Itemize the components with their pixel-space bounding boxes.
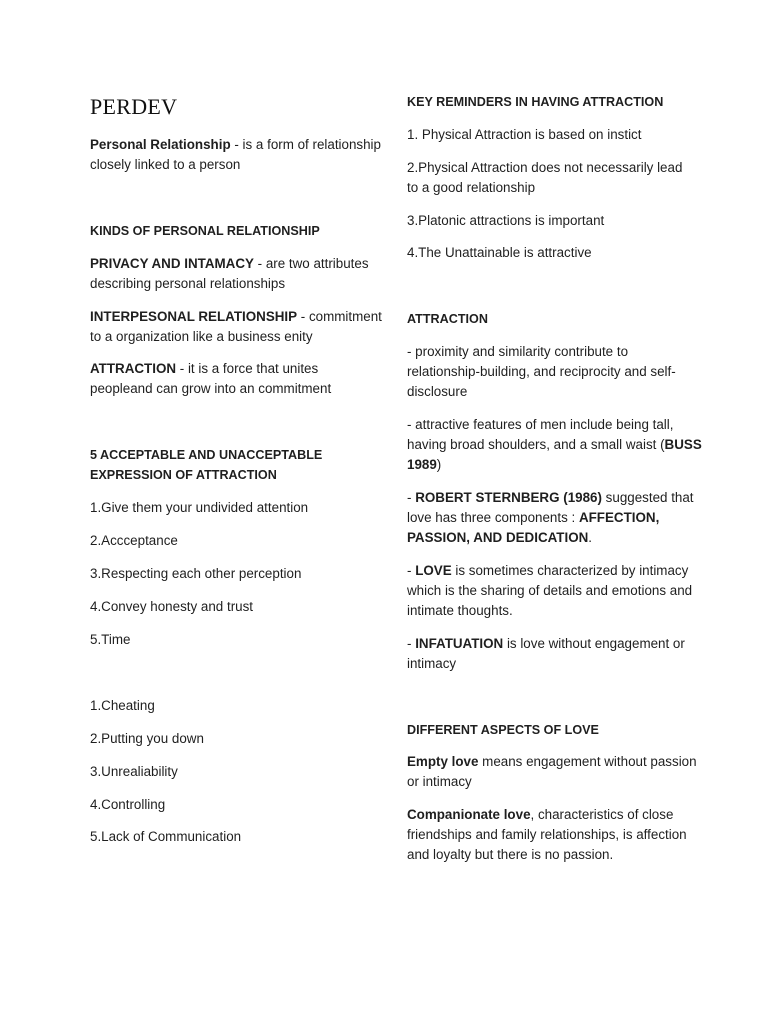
- reminder-item: 4.The Unattainable is attractive: [407, 245, 592, 260]
- features-text: having broad shoulders, and a small waist (: [407, 437, 665, 452]
- empty-love-line-2: or intimacy: [407, 774, 472, 789]
- acceptable-item: 4.Convey honesty and trust: [90, 599, 254, 614]
- unacceptable-item: 1.Cheating: [90, 698, 155, 713]
- reminders-heading: KEY REMINDERS IN HAVING ATTRACTION: [407, 95, 664, 109]
- interpersonal-line-1: [90, 307, 382, 327]
- unacceptable-item: 3.Unrealiability: [90, 764, 178, 779]
- features-line-1: - attractive features of men include being tall,: [407, 417, 674, 432]
- interpersonal-definition: - commitment: [297, 309, 382, 324]
- reminder-item: 1. Physical Attraction is based on instict: [407, 127, 642, 142]
- companionate-line-3: and loyalty but there is no passion.: [407, 847, 614, 862]
- reminder-item: 3.Platonic attractions is important: [407, 213, 605, 228]
- sternberg-line-2: [407, 508, 659, 528]
- proximity-line: relationship-building, and reciprocity and self-: [407, 364, 676, 379]
- companionate-line-1: [407, 805, 673, 825]
- sternberg-dash: -: [407, 490, 416, 505]
- document-title: PERDEV: [90, 94, 178, 119]
- unacceptable-item: 2.Putting you down: [90, 731, 204, 746]
- acceptable-item: 5.Time: [90, 632, 131, 647]
- sternberg-line-3: [407, 528, 592, 548]
- acceptable-item: 2.Accceptance: [90, 533, 178, 548]
- love-term: LOVE: [415, 563, 452, 578]
- features-closing: ): [436, 457, 442, 472]
- companionate-text: , characteristics of close: [530, 807, 674, 822]
- companionate-love-term: Companionate love: [407, 807, 531, 822]
- infatuation-line-2: intimacy: [407, 656, 457, 671]
- attraction-line-2: peopleand can grow into an commitment: [90, 381, 332, 396]
- sternberg-component: AFFECTION,: [578, 510, 660, 525]
- expression-heading-line-1: 5 ACCEPTABLE AND UNACCEPTABLE: [90, 448, 323, 462]
- attraction-heading: ATTRACTION: [407, 312, 488, 326]
- companionate-line-2: friendships and family relationships, is affection: [407, 827, 687, 842]
- love-line-1: [407, 561, 688, 581]
- acceptable-item: 3.Respecting each other perception: [90, 566, 302, 581]
- sternberg-text: suggested that: [601, 490, 694, 505]
- buss-citation: BUSS: [664, 437, 702, 452]
- personal-relationship-term: Personal Relationship: [90, 137, 231, 152]
- privacy-definition: - are two attributes: [253, 256, 369, 271]
- proximity-line: - proximity and similarity contribute to: [407, 344, 629, 359]
- unacceptable-item: 5.Lack of Communication: [90, 829, 242, 844]
- sternberg-period: .: [588, 530, 593, 545]
- buss-citation-year: 1989: [407, 457, 437, 472]
- aspects-heading: DIFFERENT ASPECTS OF LOVE: [407, 723, 599, 737]
- expression-heading-line-2: EXPRESSION OF ATTRACTION: [90, 468, 277, 482]
- interpersonal-term: INTERPESONAL RELATIONSHIP: [90, 309, 298, 324]
- privacy-line-1: [90, 254, 369, 274]
- reminder-item-continued: to a good relationship: [407, 180, 536, 195]
- love-line-2: which is the sharing of details and emotions and: [407, 583, 693, 598]
- features-line-3: [407, 455, 441, 475]
- empty-love-term: Empty love: [407, 754, 479, 769]
- attraction-line-1: [90, 359, 318, 379]
- attraction-term: ATTRACTION: [90, 361, 177, 376]
- proximity-line: disclosure: [407, 384, 468, 399]
- personal-relationship-definition: - is a form of relationship: [230, 137, 381, 152]
- sternberg-text: love has three components :: [407, 510, 579, 525]
- attraction-definition: - it is a force that unites: [176, 361, 319, 376]
- infatuation-dash: -: [407, 636, 416, 651]
- infatuation-text: is love without engagement or: [503, 636, 685, 651]
- sternberg-component: PASSION, AND DEDICATION: [407, 530, 589, 545]
- infatuation-line-1: [407, 634, 685, 654]
- personal-relationship-line-2: closely linked to a person: [90, 157, 241, 172]
- kinds-heading: KINDS OF PERSONAL RELATIONSHIP: [90, 224, 320, 238]
- empty-love-text: means engagement without passion: [478, 754, 697, 769]
- reminder-item: 2.Physical Attraction does not necessarily lead: [407, 160, 683, 175]
- sternberg-name: ROBERT STERNBERG (1986): [415, 490, 602, 505]
- unacceptable-item: 4.Controlling: [90, 797, 166, 812]
- interpersonal-line-2: to a organization like a business enity: [90, 329, 313, 344]
- empty-love-line-1: [407, 752, 697, 772]
- features-line-2: [407, 435, 702, 455]
- acceptable-item: 1.Give them your undivided attention: [90, 500, 309, 515]
- privacy-line-2: describing personal relationships: [90, 276, 286, 291]
- privacy-term: PRIVACY AND INTAMACY: [90, 256, 254, 271]
- love-line-3: intimate thoughts.: [407, 603, 513, 618]
- love-text: is sometimes characterized by intimacy: [451, 563, 689, 578]
- sternberg-line-1: [407, 488, 694, 508]
- infatuation-term: INFATUATION: [415, 636, 504, 651]
- love-dash: -: [407, 563, 416, 578]
- personal-relationship-line-1: [90, 135, 381, 155]
